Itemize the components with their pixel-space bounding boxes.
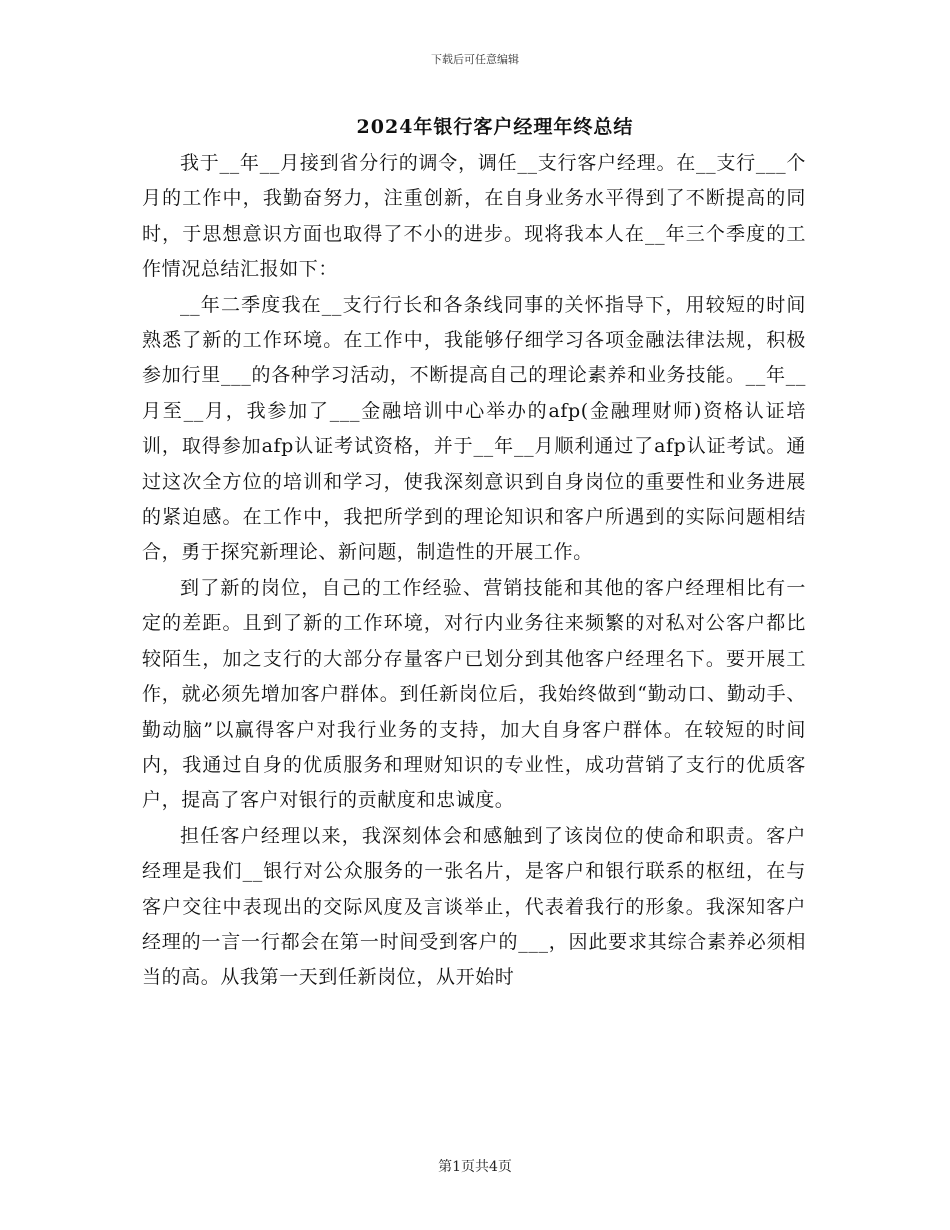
paragraph-2: __年二季度我在__支行行长和各条线同事的关怀指导下，用较短的时间熟悉了新的工作环境。在工作中，我能够仔细学习各项金融法律法规，积极参加行里___的各种学习活动，不断提高自己的理论素养和业务技能。__年__月至__月，我参加了___金融培训中心举办的afp(金融理财师)资格认证培训，取得参加afp认证考试资格，并于__年__月顺利通过了afp认证考试。通过这次全方位的培训和学习，使我深刻意识到自身岗位的重要性和业务进展的紧迫感。在工作中，我把所学到的理论知识和客户所遇到的实际问题相结合，勇于探究新理论、新问题，制造性的开展工作。 bbox=[142, 293, 806, 564]
paragraph-1: 我于__年__月接到省分行的调令，调任__支行客户经理。在__支行___个月的工作中，我勤奋努力，注重创新，在自身业务水平得到了不断提高的同时，于思想意识方面也取得了不小的进步。现将我本人在__年三个季度的工作情况总结汇报如下： bbox=[142, 152, 806, 281]
page-header-note: 下载后可任意编辑 bbox=[431, 53, 519, 66]
document-title: 2024年银行客户经理年终总结 bbox=[356, 116, 634, 138]
page-number: 第1页共4页 bbox=[438, 1159, 512, 1175]
document-body bbox=[142, 146, 806, 996]
paragraph-3: 到了新的岗位，自己的工作经验、营销技能和其他的客户经理相比有一定的差距。且到了新的工作环境，对行内业务往来频繁的对私对公客户都比较陌生，加之支行的大部分存量客户已划分到其他客户经理名下。要开展工作，就必须先增加客户群体。到任新岗位后，我始终做到“勤动口、勤动手、勤动脑”以赢得客户对我行业务的支持，加大自身客户群体。在较短的时间内，我通过自身的优质服务和理财知识的专业性，成功营销了支行的优质客户，提高了客户对银行的贡献度和忠诚度。 bbox=[142, 576, 806, 812]
paragraph-4: 担任客户经理以来，我深刻体会和感触到了该岗位的使命和职责。客户经理是我们__银行对公众服务的一张名片，是客户和银行联系的枢纽，在与客户交往中表现出的交际风度及言谈举止，代表着我行的形象。我深知客户经理的一言一行都会在第一时间受到客户的___，因此要求其综合素养必须相当的高。从我第一天到任新岗位，从开始时 bbox=[142, 824, 806, 989]
